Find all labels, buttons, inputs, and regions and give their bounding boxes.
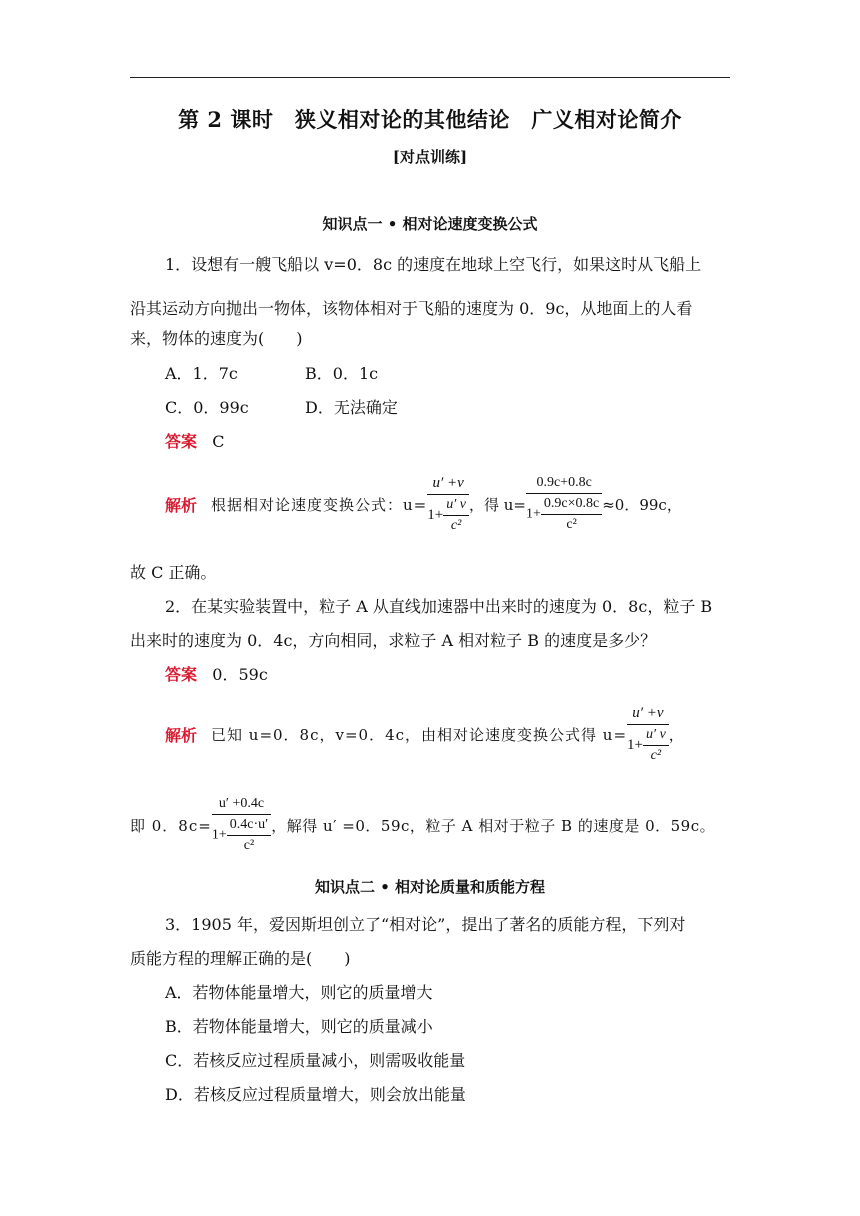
q2-analysis: 解析 已知 u=0．8c，v=0．4c，由相对论速度变换公式得 u= u′ +v 1+ $\frac{u' v}{\text{c²}}$ ， [165, 704, 684, 763]
q1-line-2: 沿其运动方向抛出一物体，该物体相对于飞船的速度为 0．9c，从地面上的人看 [130, 299, 693, 318]
velocity-formula-fraction: u′ +v 1+ $\frac{u' v}{\text{c²}}$ [627, 705, 669, 764]
q1-line-1: 1．设想有一艘飞船以 v=0．8c 的速度在地球上空飞行，如果这时从飞船上 [165, 255, 702, 274]
analysis-text: 根据相对论速度变换公式：u= [211, 495, 428, 514]
q2-analysis-line-2: 即 0．8c= u′ +0.4c 1+ $\frac{0.4c\cdot u'}{\text{c²}}$ ，解得 u′ =0．59c，粒子 A 相对于粒子 B 的速度是 0．59c。 [130, 796, 716, 853]
q2-line-2: 出来时的速度为 0．4c，方向相同，求粒子 A 相对粒子 B 的速度是多少？ [130, 631, 657, 650]
answer-value: 0．59c [212, 665, 268, 684]
q1-answer [165, 429, 225, 452]
answer-value: C [212, 432, 225, 451]
section-heading-2: 知识点二 • 相对论质量和质能方程 [314, 878, 546, 896]
header-rule [130, 77, 730, 78]
velocity-formula-fraction: u′ +v 1+ $\frac{u' v}{\text{c²}}$ [427, 475, 469, 534]
analysis-label: 解析 [165, 495, 198, 515]
computed-velocity-fraction: 0.9c+0.8c 1+ $\frac{0.9c\times 0.8c}{\text{c²}}$ [526, 475, 602, 533]
q1-line-3: 来，物体的速度为( ) [130, 329, 303, 348]
q1-option-b: B．0．1c [305, 364, 379, 383]
page-title: 第 2 课时 狭义相对论的其他结论 广义相对论简介 [178, 107, 682, 132]
q3-option-c: C．若核反应过程质量减小，则需吸收能量 [165, 1051, 466, 1070]
q1-analysis: 解析 根据相对论速度变换公式：u= u′ +v 1+ $\frac{u' v}{\text{c²}}$ ，得 u= 0.9c+0.8c 1+ $\frac{0.9c\times 0.8c}{\text{c²}}$ ≈0．99c， [165, 474, 682, 533]
solve-fraction: u′ +0.4c 1+ $\frac{0.4c\cdot u'}{\text{c²}}$ [212, 796, 271, 854]
q3-line-1: 3．1905 年，爱因斯坦创立了“相对论”，提出了著名的质能方程，下列对 [165, 915, 686, 934]
q1-option-c: C．0．99c [165, 398, 249, 417]
q3-option-b: B．若物体能量增大，则它的质量减小 [165, 1017, 433, 1036]
analysis-label: 解析 [165, 725, 198, 745]
analysis-text: 已知 u=0．8c，v=0．4c，由相对论速度变换公式得 u= [211, 725, 628, 744]
q3-line-2: 质能方程的理解正确的是( ) [130, 949, 351, 968]
q2-line-1: 2．在某实验装置中，粒子 A 从直线加速器中出来时的速度为 0．8c，粒子 B [165, 597, 713, 616]
page-subtitle: [对点训练] [392, 148, 468, 166]
section-heading-1: 知识点一 • 相对论速度变换公式 [322, 215, 538, 233]
answer-label: 答案 [165, 665, 198, 684]
answer-label: 答案 [165, 432, 198, 451]
q2-answer [165, 662, 268, 685]
q3-option-d: D．若核反应过程质量增大，则会放出能量 [165, 1085, 466, 1104]
q1-option-a: A．1．7c [165, 364, 238, 383]
q3-option-a: A．若物体能量增大，则它的质量增大 [165, 983, 433, 1002]
q1-analysis-end: 故 C 正确。 [130, 563, 217, 582]
q1-option-d: D．无法确定 [305, 398, 398, 417]
